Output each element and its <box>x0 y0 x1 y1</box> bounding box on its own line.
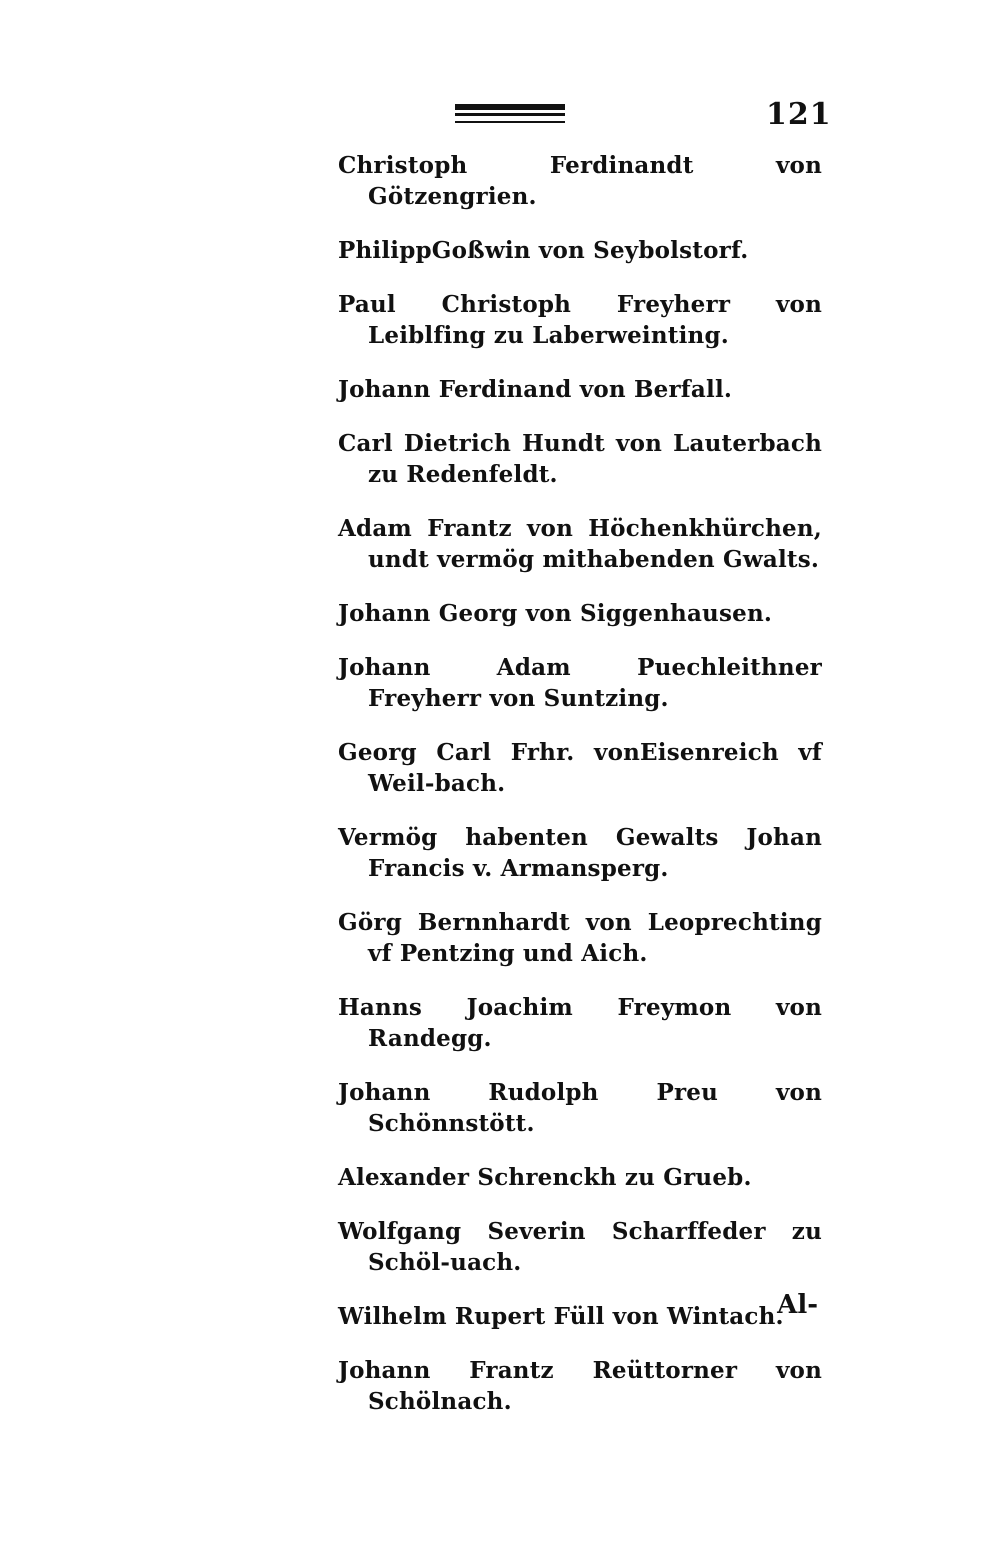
list-item: Johann Georg von Siggenhausen. <box>338 600 773 627</box>
catchword: Al- <box>777 1290 818 1320</box>
list-item: Carl Dietrich Hundt von Lauterbach zu Redenfeldt. <box>338 430 822 488</box>
header-rule-thick <box>455 104 565 110</box>
list-item: Christoph Ferdinandt von Götzengrien. <box>338 152 822 210</box>
header-rule-thin <box>455 121 565 123</box>
list-item: Johann Adam Puechleithner Freyherr von Suntzing. <box>338 654 822 712</box>
names-list <box>338 150 822 1440</box>
list-item: Adam Frantz von Höchenkhürchen, undt vermög mithabenden Gwalts. <box>338 515 822 573</box>
list-item: Johann Frantz Reüttorner von Schölnach. <box>338 1357 822 1415</box>
header-rule-middle <box>455 113 565 116</box>
list-item: Hanns Joachim Freymon von Randegg. <box>338 994 822 1052</box>
list-item: Georg Carl Frhr. vonEisenreich vf Weil-bach. <box>338 739 822 797</box>
list-item: Johann Ferdinand von Berfall. <box>338 376 733 403</box>
page-number: 121 <box>766 97 832 132</box>
list-item: Johann Rudolph Preu von Schönnstött. <box>338 1079 822 1137</box>
header-ornament-rule <box>455 104 565 126</box>
list-item: Görg Bernnhardt von Leoprechting vf Pentzing und Aich. <box>338 909 822 967</box>
list-item: Alexander Schrenckh zu Grueb. <box>338 1164 752 1191</box>
list-item: Wolfgang Severin Scharffeder zu Schöl-uach. <box>338 1218 822 1276</box>
list-item: Vermög habenten Gewalts Johan Francis v. Armansperg. <box>338 824 822 882</box>
list-item: PhilippGoßwin von Seybolstorf. <box>338 237 749 264</box>
list-item: Wilhelm Rupert Füll von Wintach. <box>338 1303 784 1330</box>
list-item: Paul Christoph Freyherr von Leiblfing zu Laberweinting. <box>338 291 822 349</box>
